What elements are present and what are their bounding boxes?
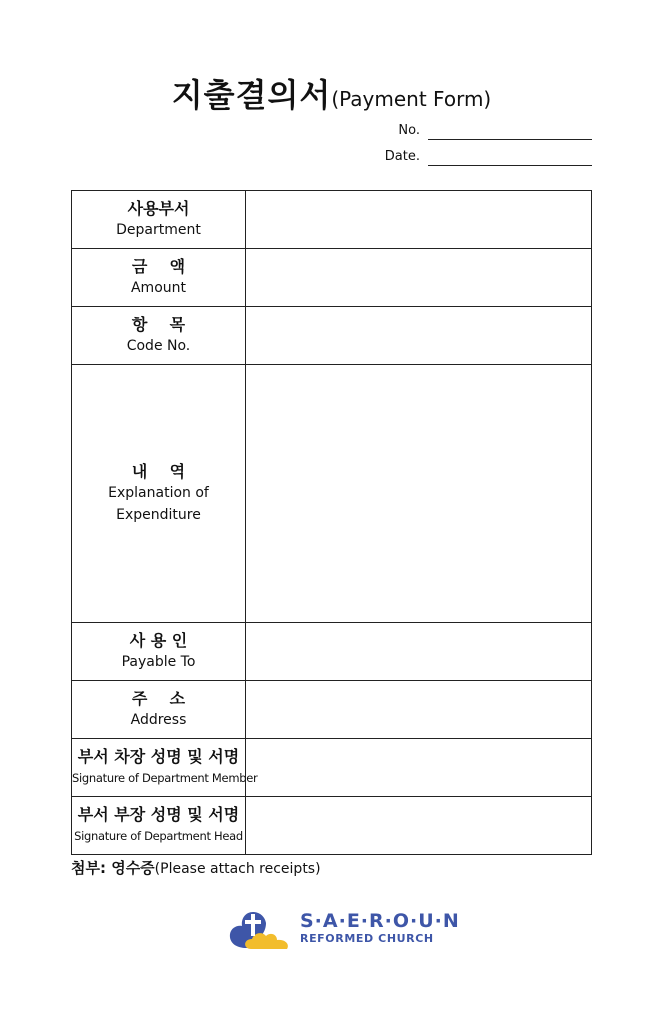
row-label-korean: 금 액 — [131, 257, 186, 276]
row-label-english: Amount — [130, 280, 186, 296]
department-field[interactable] — [246, 191, 592, 249]
table-row — [72, 739, 592, 797]
row-label-korean: 항 목 — [131, 315, 186, 334]
date-field — [370, 146, 592, 166]
amount-label-cell — [72, 249, 246, 307]
attachment-instruction: (Please attach receipts) — [154, 861, 321, 877]
row-label-english: Department — [116, 222, 201, 238]
table-row — [72, 307, 592, 365]
form-title — [0, 70, 663, 116]
explanation-field[interactable] — [246, 365, 592, 623]
date-label: Date. — [384, 149, 420, 164]
attachment-label: 첨부: 영수증 — [71, 859, 155, 877]
attachment-note — [71, 857, 321, 878]
church-logo — [225, 906, 460, 956]
church-name: S·A·E·R·O·U·N — [300, 910, 460, 932]
form-title-english: (Payment Form) — [331, 87, 492, 111]
table-row — [72, 191, 592, 249]
form-title-korean: 지출결의서 — [171, 76, 332, 114]
address-field[interactable] — [246, 681, 592, 739]
member-signature-label-cell — [72, 739, 258, 797]
payable-field[interactable] — [246, 623, 592, 681]
department-label-cell — [72, 191, 246, 249]
head-signature-field[interactable] — [246, 797, 592, 855]
row-label-korean: 사 용 인 — [129, 631, 188, 650]
code-label-cell — [72, 307, 246, 365]
table-row — [72, 797, 592, 855]
payment-form-table — [71, 190, 592, 855]
row-label-english: Address — [130, 712, 187, 728]
table-row — [72, 249, 592, 307]
church-subtitle: REFORMED CHURCH — [300, 932, 434, 945]
row-label-english: Payable To — [121, 654, 196, 670]
row-label-english: Signature of Department Member — [72, 771, 258, 785]
row-label-korean: 부서 부장 성명 및 서명 — [77, 805, 240, 824]
code-field[interactable] — [246, 307, 592, 365]
row-label-english: Explanation of Expenditure — [108, 485, 209, 523]
row-label-english: Code No. — [126, 338, 191, 354]
row-label-korean: 내 역 — [131, 462, 186, 481]
table-row — [72, 623, 592, 681]
row-label-korean: 부서 차장 성명 및 서명 — [77, 747, 240, 766]
table-row — [72, 681, 592, 739]
row-label-english: Signature of Department Head — [74, 829, 243, 843]
row-label-korean: 주 소 — [131, 689, 186, 708]
number-input-line[interactable] — [428, 139, 592, 140]
date-input-line[interactable] — [428, 165, 592, 166]
payable-label-cell — [72, 623, 246, 681]
number-label: No. — [398, 123, 420, 138]
number-field — [370, 120, 592, 140]
explanation-label-cell — [72, 365, 246, 623]
amount-field[interactable] — [246, 249, 592, 307]
cross-cloud-icon — [225, 906, 297, 952]
member-signature-field[interactable] — [246, 739, 592, 797]
row-label-korean: 사용부서 — [127, 199, 190, 218]
head-signature-label-cell — [72, 797, 246, 855]
table-row — [72, 365, 592, 623]
address-label-cell — [72, 681, 246, 739]
